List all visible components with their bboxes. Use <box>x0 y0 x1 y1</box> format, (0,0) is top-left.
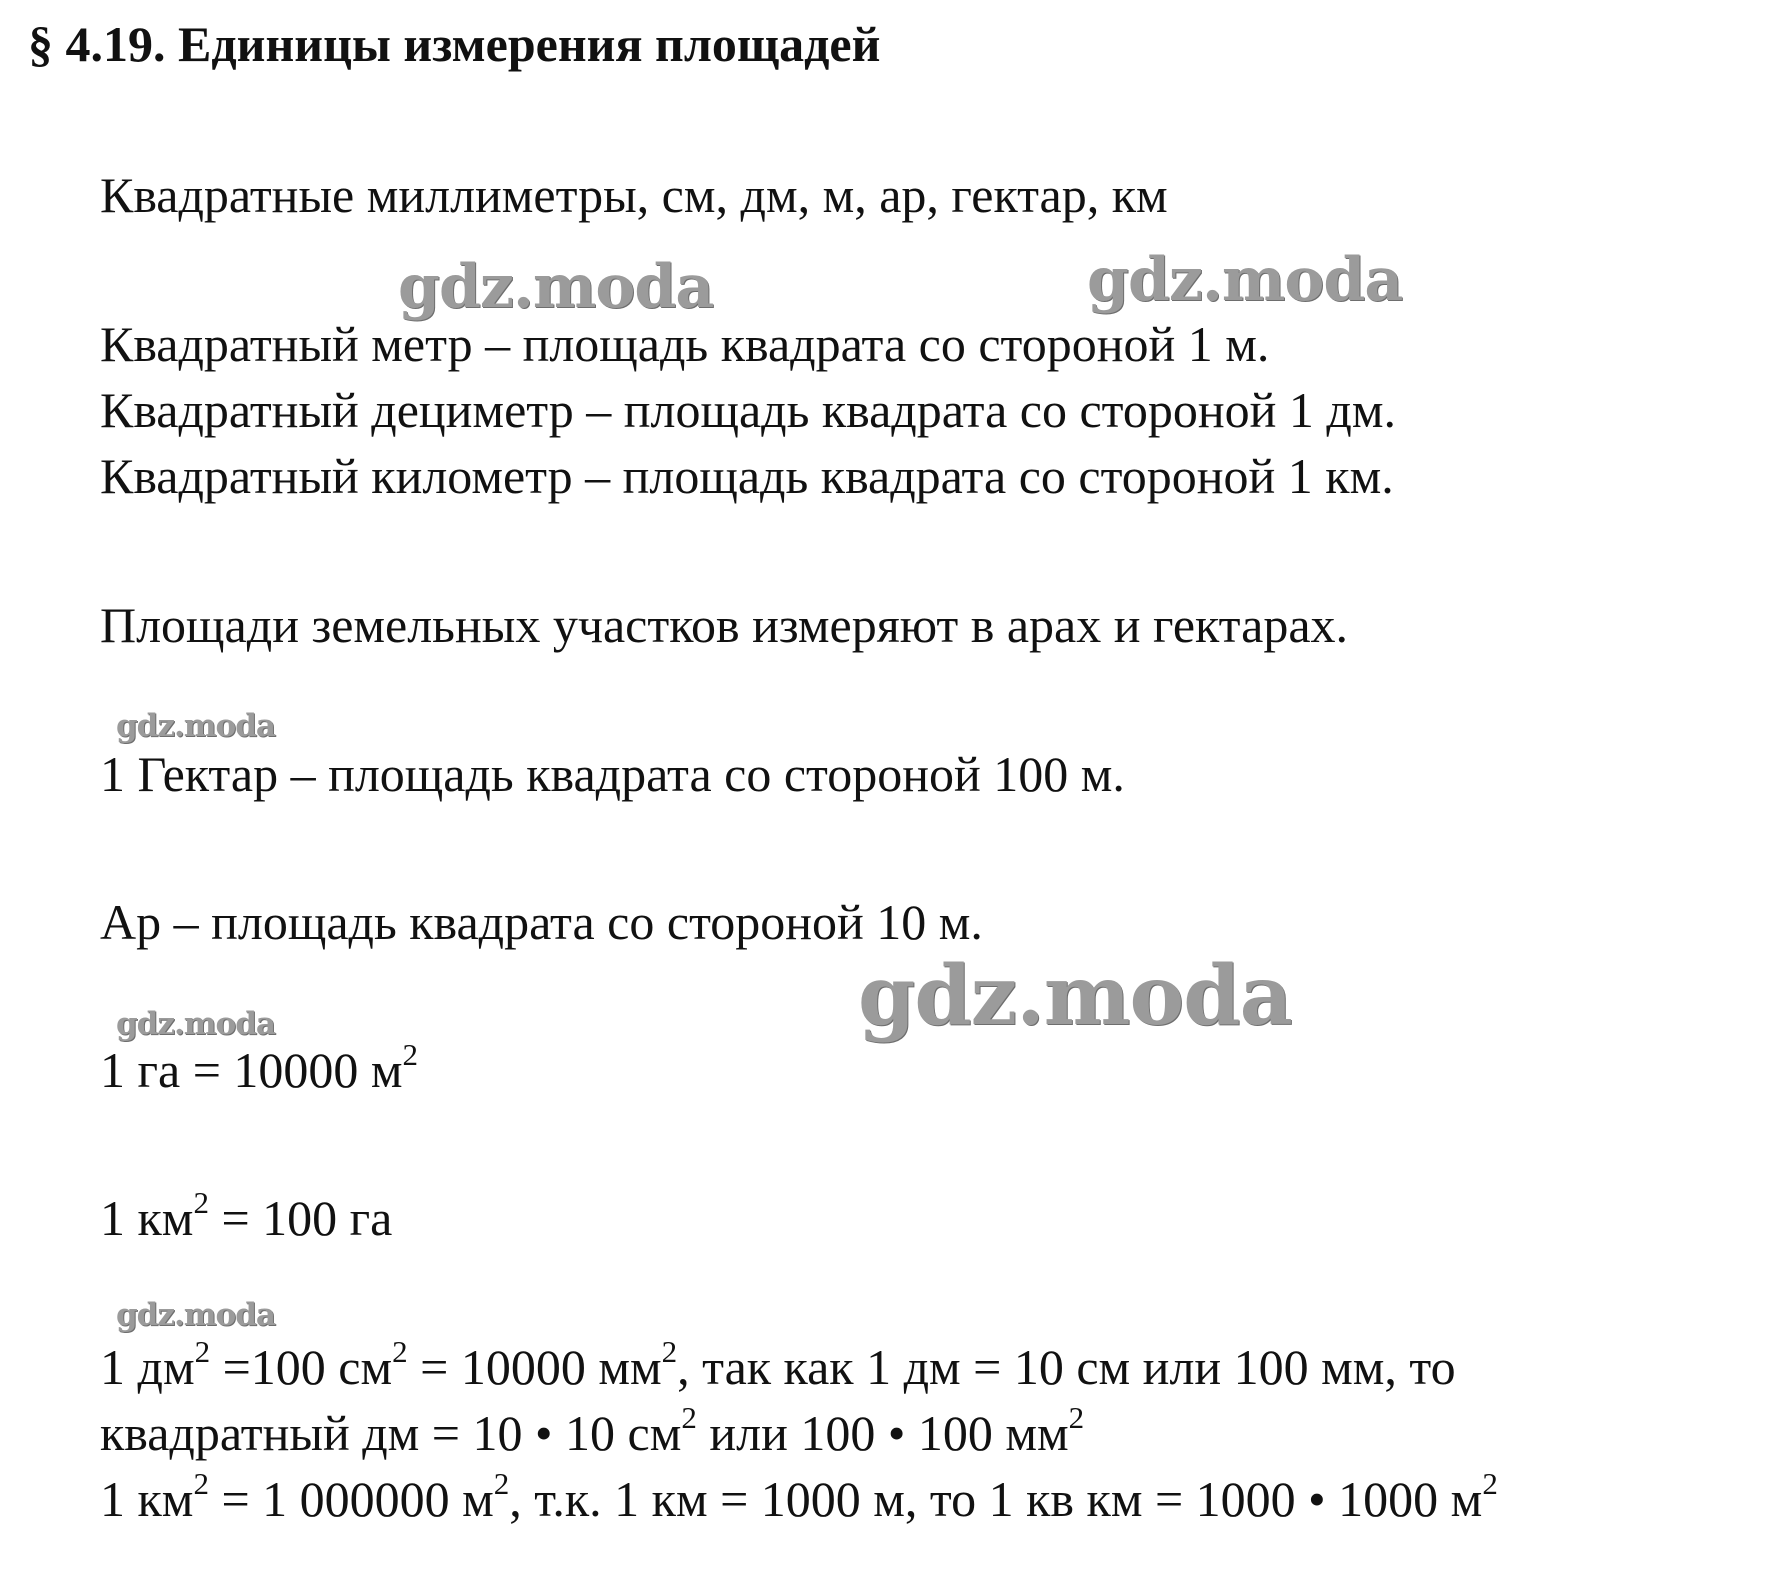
watermark: gdz.moda <box>858 948 1292 1044</box>
definition-hectare: 1 Гектар – площадь квадрата со стороной 100 м. <box>100 746 1125 802</box>
page-title: § 4.19. Единицы измерения площадей <box>28 16 881 72</box>
formula-square-dm: 1 $дм^2 =100$ $см^2 = 10000$ $мм^2$, так как 1 дм = 10 см или 100 мм, то <box>100 1334 1456 1395</box>
watermark: gdz.moda <box>116 1006 275 1042</box>
definition-square-decimeter: Квадратный дециметр – площадь квадрата со стороной 1 дм. <box>100 382 1396 438</box>
formula-square-km-meters: 1 $км^2 = 1$ 000000 $м^2$, т.к. 1 км = 1000 м, то 1 кв км = 1000 • 1000 $м^2$ <box>100 1466 1498 1527</box>
watermark: gdz.moda <box>116 1297 275 1333</box>
definition-square-meter: Квадратный метр – площадь квадрата со стороной 1 м. <box>100 316 1270 372</box>
watermark: gdz.moda <box>116 708 275 744</box>
watermark: gdz.moda <box>398 252 714 322</box>
watermark: gdz.moda <box>1087 245 1403 315</box>
formula-square-km: 1 $км^2 = 100$ га <box>100 1185 393 1246</box>
definition-square-kilometer: Квадратный километр – площадь квадрата со стороной 1 км. <box>100 448 1394 504</box>
formula-square-dm-explanation: квадратный дм = 10 • 10 $см^2$ или 100 • 100 $мм^2$ <box>100 1400 1085 1461</box>
land-area-note: Площади земельных участков измеряют в арах и гектарах. <box>100 597 1349 653</box>
formula-hectare: 1 га = 10000 $м^2$ <box>100 1037 419 1098</box>
definition-are: Ар – площадь квадрата со стороной 10 м. <box>100 894 983 950</box>
units-list: Квадратные миллиметры, см, дм, м, ар, гектар, км <box>100 167 1168 223</box>
